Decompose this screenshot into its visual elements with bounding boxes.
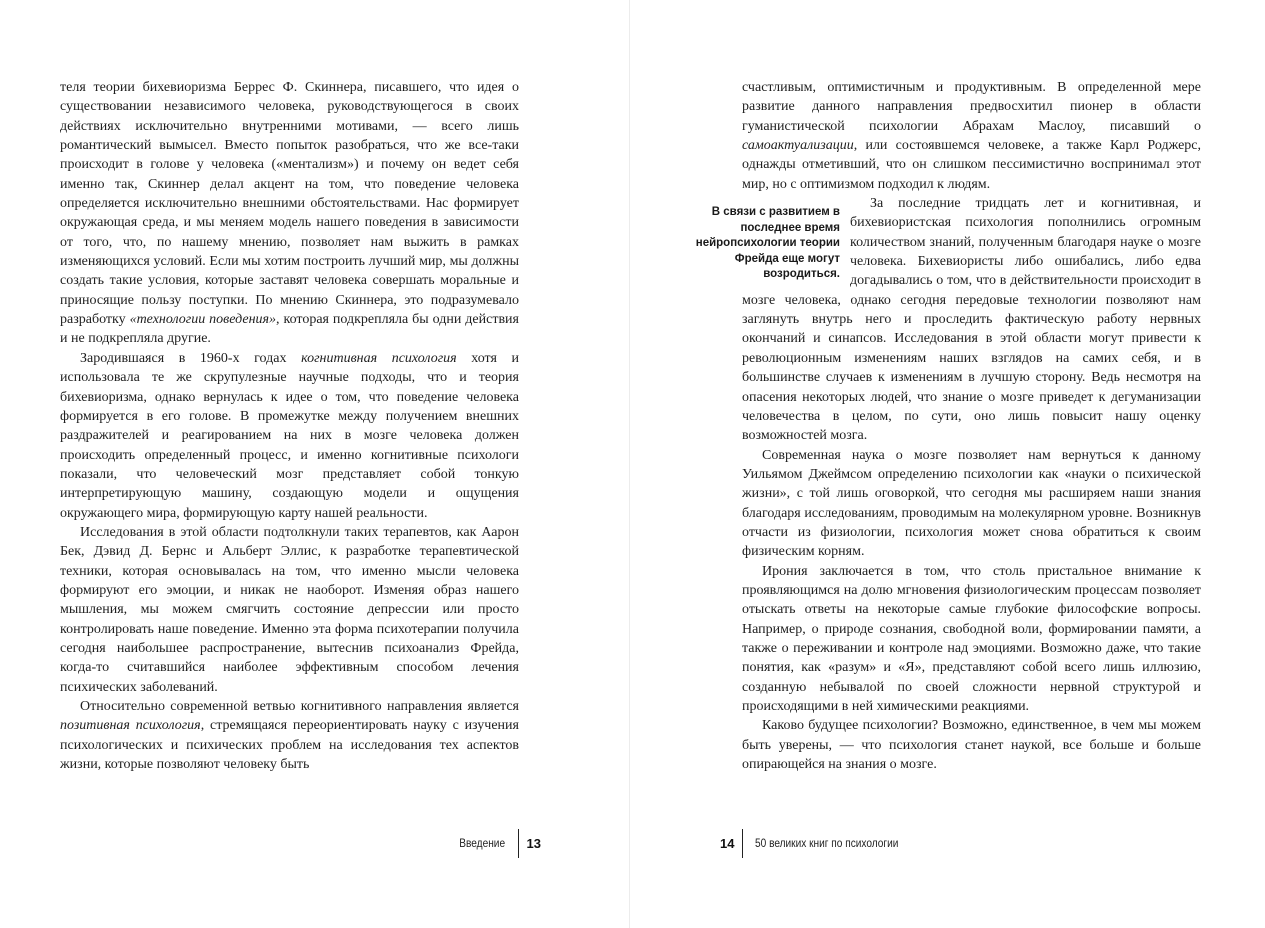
text-run: , которая подкрепляла бы одни действия и не подкрепляла другие. bbox=[60, 312, 519, 347]
italic-term: самоактуализации bbox=[742, 138, 854, 154]
running-head-section: Введение bbox=[459, 837, 506, 850]
footer-divider bbox=[518, 829, 519, 858]
paragraph bbox=[60, 697, 519, 774]
page-number: 13 bbox=[526, 836, 541, 851]
paragraph bbox=[60, 78, 519, 349]
text-run: Современная наука о мозге позволяет нам вернуться к данному Уильямом Джеймсом определению психологии как «науки о психической жизни», с той лишь оговоркой, что сегодня мы расширяем наши знания благодаря исследованиям, проводимым на молекулярном уровне. Возникнув отчасти из физиологии, психология может снова обратиться к своим физическим корням. bbox=[742, 447, 1201, 560]
left-page-footer bbox=[453, 829, 541, 858]
text-run: , стремящаяся переориентировать науку с изучения психологических и психических проблем на исследования тех аспектов жизни, которые позволяют человеку быть bbox=[60, 718, 519, 773]
paragraph bbox=[742, 78, 1201, 194]
paragraph bbox=[60, 523, 519, 697]
left-page bbox=[0, 0, 630, 928]
paragraph bbox=[742, 562, 1201, 717]
italic-term: когнитивная психология bbox=[301, 350, 457, 366]
text-run: Относительно современной ветвью когнитивного направления является bbox=[80, 699, 519, 714]
italic-term: позитивная психология bbox=[60, 718, 201, 734]
text-run: Ирония заключается в том, что столь пристальное внимание к проявляющимся на долю мгновения физиологическим процессам позволяет отыскать ответы на некоторые самые глубокие философские вопросы. Например, о природе сознания, свободной воли, формировании памяти, а также о переживании и контроле над эмоциями. Возможно даже, что такие понятия, как «разум» и «Я», представляют собой всего лишь иллюзию, созданную небывалой по своей сложности нервной структурой и происходящими в ней химическими реакциями. bbox=[742, 563, 1201, 714]
text-run: теля теории бихевиоризма Беррес Ф. Скиннера, писавшего, что идея о существовании независимого человека, руководствующегося в своих действиях исключительно внутренними мотивами, — всего лишь романтический вымысел. Вместо попыток разобраться, что же все-таки происходит в голове у человека («ментализм») и почему он ведет себя именно так, Скиннер делал акцент на том, что поведение человека определяется исключительно внешними обстоятельствами. Нас формирует окружающая среда, и мы меняем модель нашего поведения в зависимости от того, что, по нашему мнению, позволяет нам выжить в рамках изменяющихся условий. Если мы хотим построить лучший мир, мы должны создать такие условия, которые заставят человека совершать моральные и приносящие пользу поступки. По мнению Скиннера, это подразумевало разработку bbox=[60, 80, 519, 328]
text-run: Каково будущее психологии? Возможно, единственное, в чем мы можем быть уверены, — что психология станет наукой, все больше и больше опирающейся на знания о мозге. bbox=[742, 718, 1201, 773]
text-run: Исследования в этой области подтолкнули таких терапевтов, как Аарон Бек, Дэвид Д. Бернс и Альберт Эллис, к разработке терапевтической техники, которая основывалась на том, что именно мысли человека формируют его эмоции, и никак не наоборот. Изменяя образ нашего мышления, мы можем смягчить состояние депрессии или просто контролировать наше поведение. Именно эта форма психотерапии получила сегодня наибольшее распространение, вытеснив психоанализ Фрейда, когда-то считавшийся наиболее эффективным способом лечения психических заболеваний. bbox=[60, 524, 519, 695]
right-page-text bbox=[695, 78, 1201, 774]
left-page-text bbox=[60, 78, 519, 774]
right-page-footer bbox=[720, 829, 918, 858]
text-run: , или состоявшемся человеке, а также Карл Роджерс, однажды отметивший, что он слишком пессимистично воспринимал этот мир, но с оптимизмом подходил к людям. bbox=[742, 138, 1201, 192]
paragraph bbox=[742, 446, 1201, 562]
paragraph bbox=[60, 349, 519, 523]
paragraph bbox=[742, 716, 1201, 774]
text-run: За последние тридцать лет и когнитивная, и бихевиористская психология пополнились огромным количеством знаний, полученным благодаря науке о мозге человека. Бихевиористы либо ошибались, либо едва догадывались о том, что в действительности происходит в мозге человека, однако сегодня передовые технологии позволяют нам заглянуть внутрь него и проследить фактическую работу нервных окончаний и синапсов. Исследования в этой области могут привести к революционным изменениям наших взглядов на самих себя, и в большинстве случаев к изменениям в лучшую сторону. Ведь несмотря на опасения некоторых людей, что знание о мозге приведет к дегуманизации человечества в целом, по сути, оно лишь повысит нашу оценку возможностей мозга. bbox=[742, 196, 1201, 444]
paragraph bbox=[695, 194, 1201, 445]
running-head-book-title: 50 великих книг по психологии bbox=[755, 837, 899, 850]
pull-quote: В связи с развитием в последнее время нейропсихологии теории Фрейда еще могут возродиться. bbox=[695, 206, 840, 281]
text-run: хотя и использовала те же скрупулезные научные подходы, что и теория бихевиоризма, однако вернулась к идее о том, что поведение человека формируется в его голове. В промежутке между получением внешних раздражителей и реагированием на них в мозге человека должен происходить определенный процесс, и именно когнитивные психологи показали, что человеческий мозг представляет собой тонкую интерпретирующую машину, создающую модели и ощущения окружающего мира, формирующую карту нашей реальности. bbox=[60, 350, 519, 521]
text-run: Зародившаяся в 1960-х годах bbox=[80, 350, 302, 366]
italic-term: «технологии поведения» bbox=[129, 312, 277, 328]
page-number: 14 bbox=[720, 836, 735, 851]
footer-divider bbox=[742, 829, 743, 858]
right-page bbox=[630, 0, 1265, 928]
text-run: счастливым, оптимистичным и продуктивным. В определенной мере развитие данного направления предвосхитил пионер в области гуманистической психологии Абрахам Маслоу, писавший о bbox=[742, 80, 1201, 134]
